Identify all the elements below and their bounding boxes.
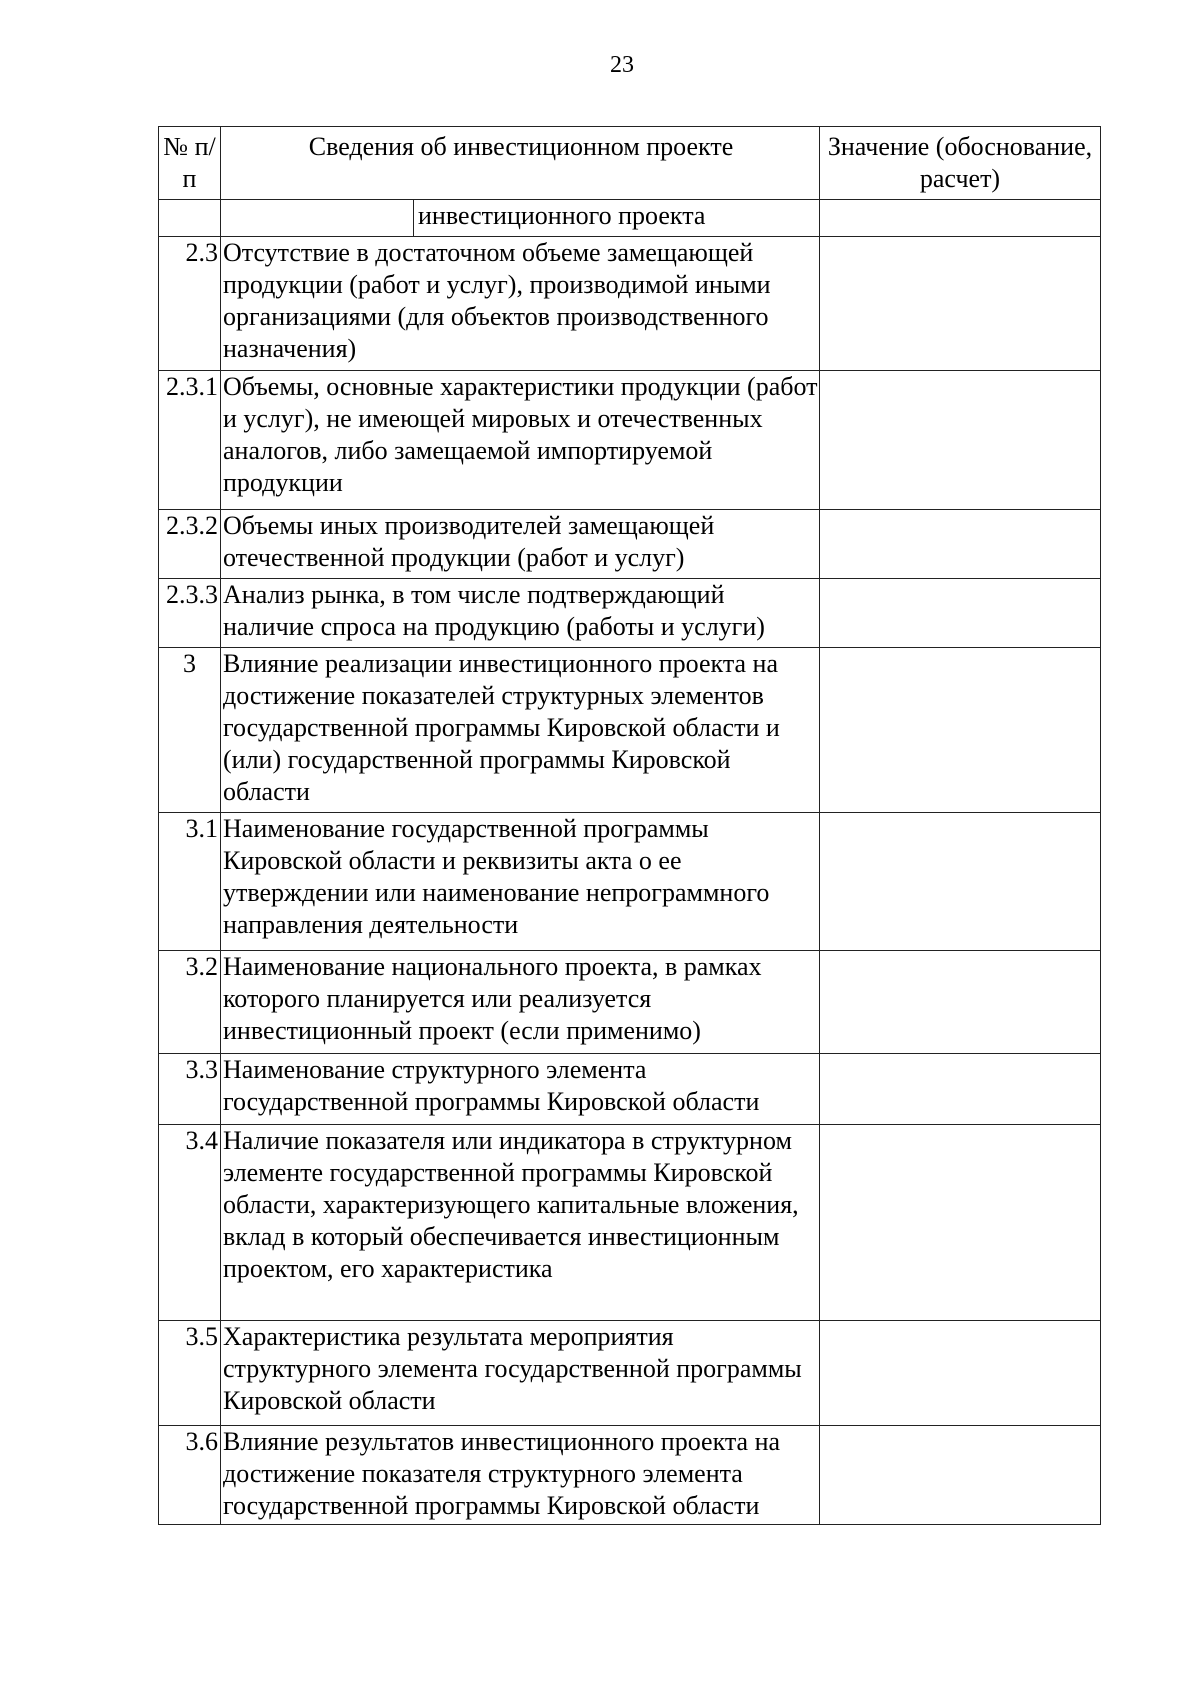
- cell-num: 2.3.1: [159, 371, 221, 510]
- cell-num: 2.3.2: [159, 510, 221, 579]
- table-row: [159, 237, 1101, 371]
- cell-num: 2.3: [159, 237, 221, 371]
- table-row: [159, 510, 1101, 579]
- cell-value: [820, 1125, 1101, 1321]
- cell-num: 3.2: [159, 951, 221, 1054]
- cell-info: Характеристика результата мероприятия структурного элемента государственной программы Кировской области: [221, 1321, 820, 1426]
- table-row: [159, 648, 1101, 813]
- cell-info: Наименование национального проекта, в рамках которого планируется или реализуется инвестиционный проект (если применимо): [221, 951, 820, 1054]
- cell-value: [820, 237, 1101, 371]
- cell-info: Наименование государственной программы Кировской области и реквизиты акта о ее утверждении или наименование непрограммного направления деятельности: [221, 813, 820, 951]
- table-row: [159, 813, 1101, 951]
- cell-info: Наименование структурного элемента государственной программы Кировской области: [221, 1054, 820, 1125]
- cell-num: 3.1: [159, 813, 221, 951]
- table-row: [159, 951, 1101, 1054]
- page-number: 23: [610, 52, 634, 78]
- investment-project-table: [158, 126, 1101, 1525]
- cell-num: 3: [159, 648, 221, 813]
- header-num: № п/п: [159, 127, 221, 200]
- header-value: Значение (обоснование, расчет): [820, 127, 1101, 200]
- cell-num: 3.3: [159, 1054, 221, 1125]
- table-row: [159, 371, 1101, 510]
- cell-blank: [221, 200, 414, 236]
- continuation-text: инвестиционного проекта: [418, 201, 706, 230]
- cell-info: Наличие показателя или индикатора в структурном элементе государственной программы Кировской области, характеризующего капитальные вложения, вклад в который обеспечивается инвестиционным проектом, его характеристика: [221, 1125, 820, 1321]
- table-row: [159, 1125, 1101, 1321]
- cell-info: Объемы, основные характеристики продукции (работ и услуг), не имеющей мировых и отечественных аналогов, либо замещаемой импортируемой продукции: [221, 371, 820, 510]
- cell-info: Влияние результатов инвестиционного проекта на достижение показателя структурного элемента государственной программы Кировской области: [221, 1426, 820, 1525]
- cell-info: Влияние реализации инвестиционного проекта на достижение показателей структурных элементов государственной программы Кировской области и (или) государственной программы Кировской области: [221, 648, 820, 813]
- cell-value: [820, 1054, 1101, 1125]
- cell-info: Объемы иных производителей замещающей отечественной продукции (работ и услуг): [221, 510, 820, 579]
- cell-info: [221, 200, 820, 237]
- header-info: Сведения об инвестиционном проекте: [221, 127, 820, 200]
- table-row: [159, 1426, 1101, 1525]
- cell-num: [159, 200, 221, 237]
- table-row: [159, 1054, 1101, 1125]
- cell-value: [820, 1321, 1101, 1426]
- cell-num: 2.3.3: [159, 579, 221, 648]
- cell-value: [820, 648, 1101, 813]
- cell-num: 3.4: [159, 1125, 221, 1321]
- cell-value: [820, 510, 1101, 579]
- cell-num: 3.5: [159, 1321, 221, 1426]
- cell-num: 3.6: [159, 1426, 221, 1525]
- continuation-row: [159, 200, 1101, 237]
- cell-value: [820, 579, 1101, 648]
- table-header-row: [159, 127, 1101, 200]
- cell-value: [820, 813, 1101, 951]
- cell-value: [820, 371, 1101, 510]
- cell-value: [820, 200, 1101, 237]
- cell-info: Анализ рынка, в том числе подтверждающий наличие спроса на продукцию (работы и услуги): [221, 579, 820, 648]
- cell-info: Отсутствие в достаточном объеме замещающей продукции (работ и услуг), производимой иными организациями (для объектов производственного назначения): [221, 237, 820, 371]
- table-row: [159, 579, 1101, 648]
- table-row: [159, 1321, 1101, 1426]
- cell-value: [820, 1426, 1101, 1525]
- cell-value: [820, 951, 1101, 1054]
